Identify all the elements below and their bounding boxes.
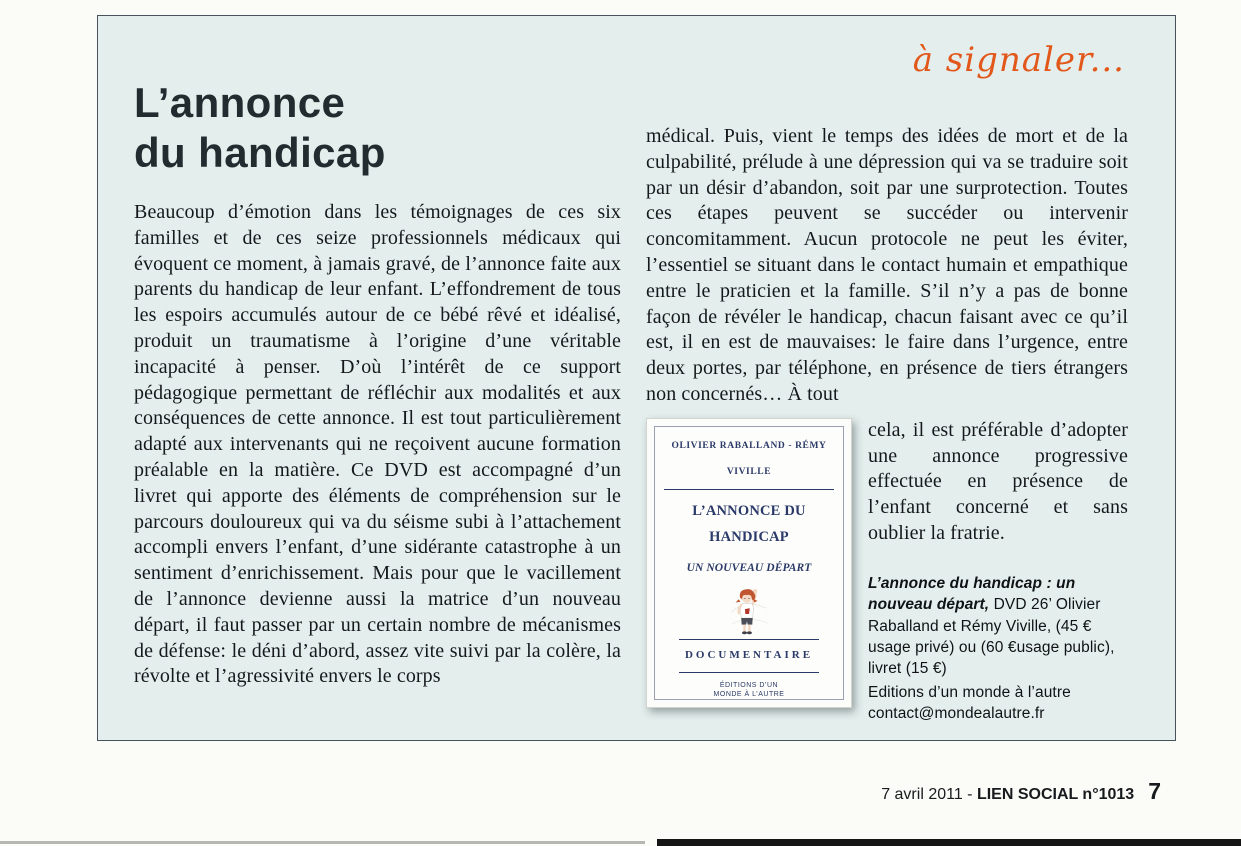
footer-publication: LIEN SOCIAL n°1013 <box>976 786 1135 803</box>
article-column-left <box>134 200 621 690</box>
article-title-line2: du handicap <box>134 129 386 177</box>
page-footer <box>0 778 1161 805</box>
article-text-right-top: médical. Puis, vient le temps des idées de mort et de la culpabilité, prélude à une dépression qui va se traduire soit par un désir d’abandon, soit par une surprotection. Toutes ces étapes peuvent se succéder ou intervenir concomitamment. Aucun protocole ne peut les éviter, l’essentiel se situant dans le contact humain et empathique entre le praticien et la famille. S’il n’y a pas de bonne façon de révéler le handicap, chacun faisant avec ce qu’il est, il en est de mauvaises: le faire dans l’urgence, entre deux portes, par téléphone, en présence de tiers étrangers non concernés… À tout <box>646 125 1128 405</box>
article-panel <box>97 15 1176 741</box>
dvd-cover-illustration-icon <box>690 587 808 636</box>
caption-details: DVD 26’ Olivier Raballand et Rémy Viville, (45 € usage privé) ou (60 €usage public), livret (15 €) <box>868 596 1115 678</box>
caption-publisher: Editions d’un monde à l’autre <box>868 683 1071 701</box>
dvd-cover-subtitle: UN NOUVEAU DÉPART <box>686 561 812 574</box>
article-title <box>134 78 386 179</box>
article-column-right <box>646 124 1128 724</box>
wrap-region <box>646 418 1128 725</box>
dvd-cover-publisher: ÉDITIONS D’UN MONDE À L’AUTRE <box>713 681 785 698</box>
dvd-cover <box>646 418 852 708</box>
footer-page-number: 7 <box>1148 778 1161 804</box>
dvd-cover-title: L’ANNONCE DU HANDICAP <box>692 503 806 546</box>
dvd-cover-inner <box>654 426 844 700</box>
article-text-left: Beaucoup d’émotion dans les témoignages de ces six familles et de ces seize professionnels médicaux qui évoquent ce moment, à jamais gravé, de l’annonce faite aux parents du handicap de leur enfant. L’effondrement de tous les espoirs accumulés autour de ce bébé rêvé et idéalisé, produit un traumatisme à l’origine d’une véritable incapacité à penser. D’où l’intérêt de ce support pédagogique permettant de réfléchir aux modalités et aux conséquences de cette annonce. Il est tout particulièrement adapté aux intervenants qui ne reçoivent aucune formation préalable en la matière. Ce DVD est accompagné d’un livret qui apporte des éléments de compréhension sur le parcours douloureux qui va du séisme subi à l’attachement accompli envers l’enfant, d’une sidérante catastrophe à un sentiment d’enrichissement. Mais pour que le vacillement de l’annonce devienne aussi la matrice d’un nouveau départ, il faut passer par un certain nombre de mécanismes de défense: le déni d’abord, assez vite suivi par la colère, la révolte et l’agressivité envers le corps <box>134 201 621 688</box>
article-title-line1: L’annonce <box>134 79 346 126</box>
scan-artifact-right <box>657 839 1241 846</box>
scan-artifact-left <box>0 841 645 844</box>
footer-date: 7 avril 2011 - <box>881 786 977 803</box>
dvd-cover-genre: DOCUMENTAIRE <box>679 639 818 673</box>
caption-lead: L’annonce du handicap : un nouveau départ, <box>868 574 1076 614</box>
section-label: à signaler... <box>912 40 1125 80</box>
article-text-right-wrap: cela, il est préférable d’adopter une annonce progressive effectuée en présence de l’enfant concerné et sans oublier la fratrie. <box>868 418 1128 544</box>
caption-email: contact@mondealautre.fr <box>868 705 1045 722</box>
dvd-cover-authors: OLIVIER RABALLAND - RÉMY VIVILLE <box>664 427 834 491</box>
